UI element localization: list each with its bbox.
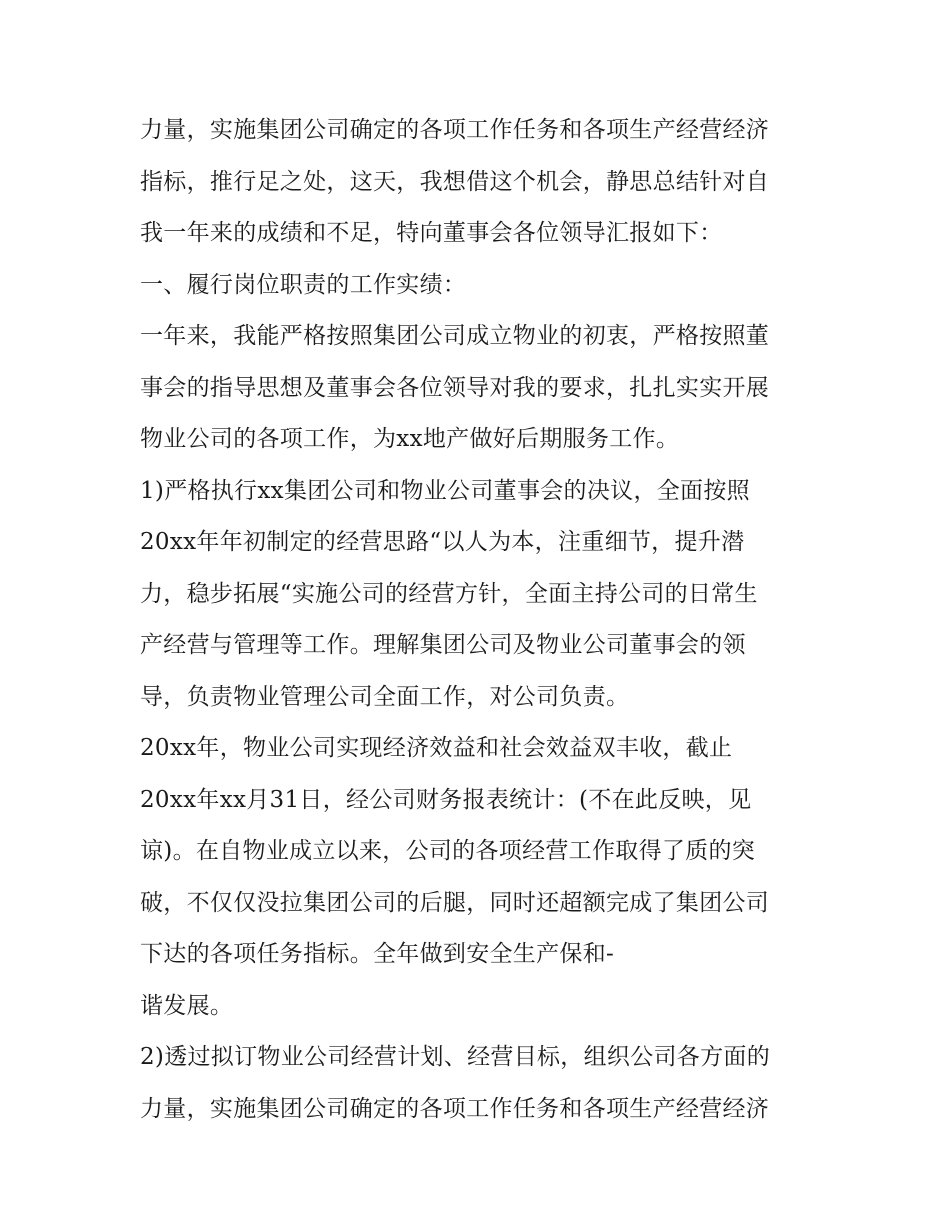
text-line: 谅)。在自物业成立以来，公司的各项经营工作取得了质的突 <box>140 838 756 864</box>
text-line: 谐发展。 <box>140 992 234 1019</box>
text-line: 力量，实施集团公司确定的各项工作任务和各项生产经营经济 <box>140 117 770 143</box>
text-line: 1)严格执行xx集团公司和物业公司董事会的决议，全面按照 <box>140 477 750 504</box>
text-line: 一年来，我能严格按照集团公司成立物业的初衷，严格按照董 <box>140 323 770 349</box>
text-line: 事会的指导思想及董事会各位领导对我的要求，扎扎实实开展 <box>140 374 770 401</box>
text-line: 力，稳步拓展“实施公司的经营方针，全面主持公司的日常生 <box>140 580 758 607</box>
text-line: 2)透过拟订物业公司经营计划、经营目标，组织公司各方面的 <box>140 1044 771 1070</box>
text-line: 导，负责物业管理公司全面工作，对公司负责。 <box>140 683 630 710</box>
document-body <box>140 105 840 1135</box>
text-line: 我一年来的成绩和不足，特向董事会各位领导汇报如下： <box>140 220 723 246</box>
text-line: 下达的各项任务指标。全年做到安全生产保和- <box>140 941 615 967</box>
text-line: 产经营与管理等工作。理解集团公司及物业公司董事会的领 <box>140 632 746 658</box>
text-line: 指标，推行足之处，这天，我想借这个机会，静思总结针对自 <box>140 168 770 195</box>
text-line: 物业公司的各项工作，为xx地产做好后期服务工作。 <box>140 426 680 452</box>
text-line: 力量，实施集团公司确定的各项工作任务和各项生产经营经济 <box>140 1095 770 1122</box>
text-line: 20xx年xx月31日，经公司财务报表统计：(不在此反映，见 <box>140 786 752 813</box>
text-line: 20xx年，物业公司实现经济效益和社会效益双丰收，截止 <box>140 735 733 761</box>
section-heading: 一、履行岗位职责的工作实绩： <box>140 271 467 298</box>
text-line: 破，不仅仅没拉集团公司的后腿，同时还超额完成了集团公司 <box>140 889 770 916</box>
text-line: 20xx年年初制定的经营思路“以人为本，注重细节，提升潜 <box>140 529 745 555</box>
